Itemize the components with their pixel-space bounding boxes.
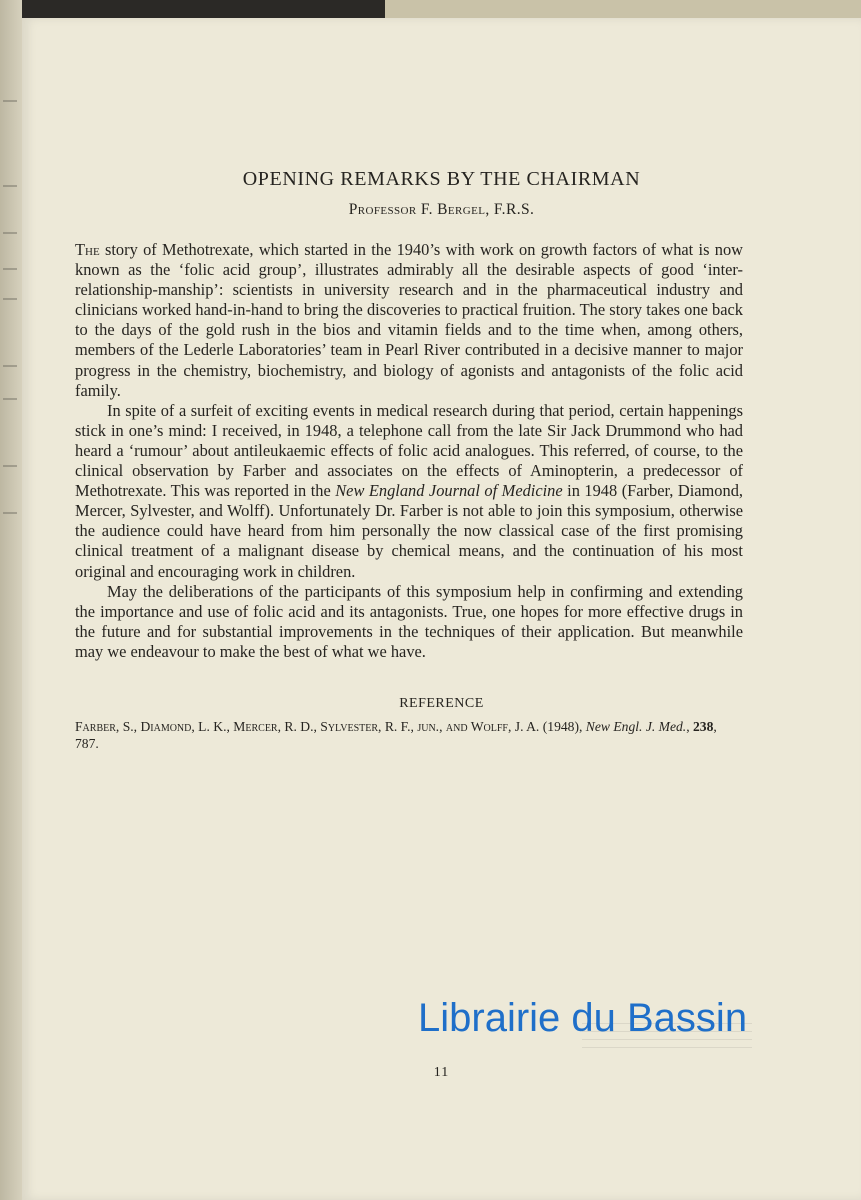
page-title: OPENING REMARKS BY THE CHAIRMAN (242, 168, 641, 190)
bleed-mark (3, 298, 17, 300)
paragraph-2 (75, 401, 743, 582)
previous-page-edge (0, 0, 22, 1200)
book-cover-edge (0, 0, 385, 20)
paragraph-2-text-before: In spite of a surfeit of exciting events in medical research during that period, certain happenings stick in one’s mind: I received, in 1948, a telephone call from the late Sir Jack Drummond who had heard a ‘rumour’ about antileukaemic effects of folic acid analogues. This referred, of course, to the clinical observation by Farber and associates on the effects of Aminopterin, a predecessor of Methotrexate. This was reported in the (75, 400, 743, 501)
watermark-text: Librairie du Bassin (418, 996, 748, 1040)
paragraph-1-text: story of Methotrexate, which started in the 1940’s with work on growth factors of what is now known as the ‘folic acid group’, illustrates admirably all the desirable aspects of good ‘inter-relationship-manship’: scientists in university research and in the pharmaceutical industry and clinicians worked hand-in-hand to bring the discoveries to practical fruition. The story takes one back to the days of the gold rush in the bios and vitamin fields and to the time when, among others, members of the Lederle Laboratories’ team in Pearl River contributed in a decisive manner to major progress in the chemistry, biochemistry, and biology of agonists and antagonists of the folic acid family. (75, 240, 743, 400)
reference-volume: 238 (693, 719, 714, 734)
page-number: 11 (433, 1065, 450, 1080)
bleed-mark (3, 100, 17, 102)
journal-name: New England Journal of Medicine (335, 481, 563, 501)
bleed-mark (3, 268, 17, 270)
paragraph-lead-word: The (75, 240, 100, 259)
paragraph-3-text: May the deliberations of the participants of this symposium help in confirming and extending the importance and use of folic acid and its antagonists. True, one hopes for more effective drugs in the future and for substantial improvements in the techniques of their application. But meanwhile may we endeavour to make the best of what we have. (75, 581, 743, 661)
author-line: Professor F. Bergel, F.R.S. (348, 201, 535, 218)
body-text (75, 240, 743, 662)
paragraph-1 (75, 240, 743, 401)
paragraph-2-text-after: in 1948 (Farber, Diamond, Mercer, Sylvester, and Wolff). Unfortunately Dr. Farber is not able to join this symposium, otherwise the audience could have heard from him personally the now classical case of the first promising clinical treatment of a malignant disease by chemical means, and the continuation of his most original and encouraging work in children. (75, 481, 743, 581)
bleed-mark (3, 465, 17, 467)
bleed-mark (3, 232, 17, 234)
bleed-mark (3, 185, 17, 187)
reference-separator: , (686, 719, 693, 734)
reference-heading: REFERENCE (399, 696, 484, 711)
paragraph-3 (75, 582, 743, 662)
bleed-mark (3, 365, 17, 367)
bleed-mark (3, 512, 17, 514)
reference-entry (75, 718, 743, 752)
reference-pages: , 787. (75, 719, 717, 751)
reference-year: (1948), (539, 719, 586, 734)
bleed-mark (3, 398, 17, 400)
reference-authors: Farber, S., Diamond, L. K., Mercer, R. D., Sylvester, R. F., jun., and Wolff, J. A. (75, 719, 540, 734)
reference-journal: New Engl. J. Med. (585, 719, 687, 734)
